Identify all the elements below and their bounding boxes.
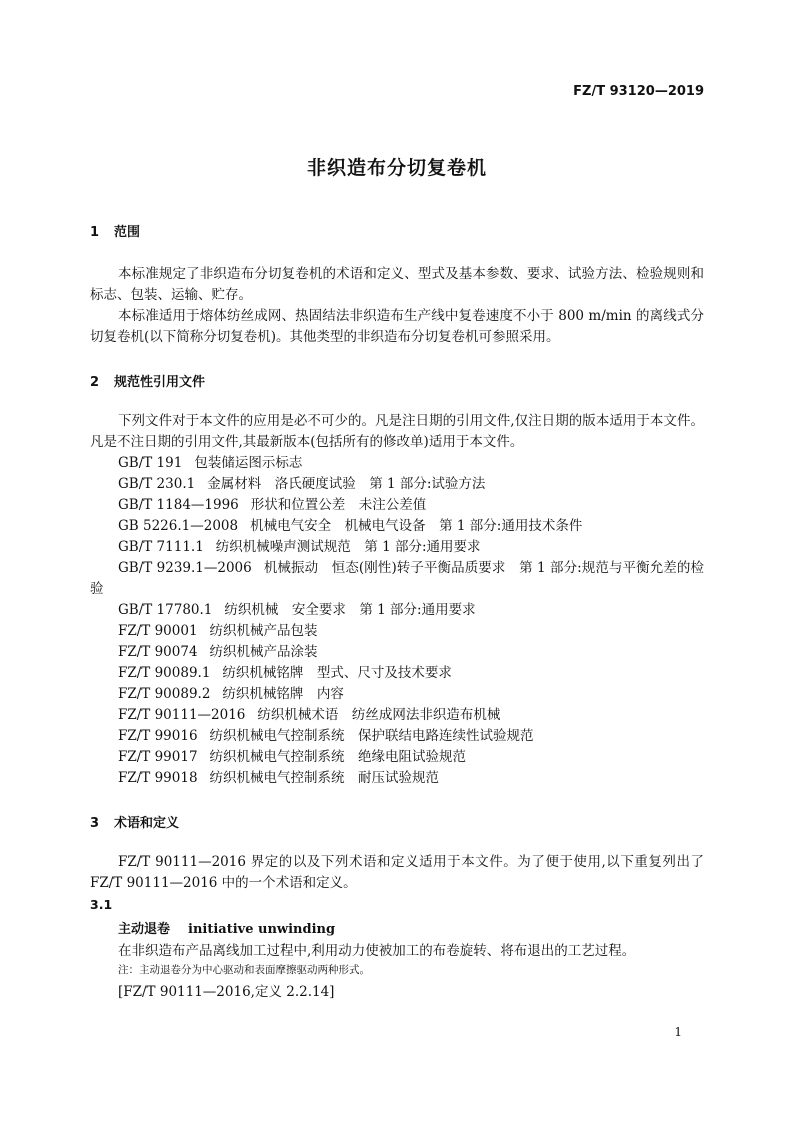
reference-item [118, 705, 500, 726]
reference-title: 纺织机械 安全要求 第 1 部分:通用要求 [224, 602, 476, 618]
reference-title: 纺织机械电气控制系统 绝缘电阻试验规范 [209, 749, 467, 765]
reference-item [118, 537, 481, 558]
term-note: 注：主动退卷分为中心驱动和表面摩擦驱动两种形式。 [118, 964, 370, 976]
reference-item [118, 768, 439, 789]
reference-code: FZ/T 99016 [118, 728, 198, 744]
section-title: 术语和定义 [114, 816, 180, 831]
reference-item [118, 663, 452, 684]
section-3-heading [90, 812, 179, 831]
reference-code: FZ/T 90089.2 [118, 686, 211, 702]
reference-item [118, 684, 344, 705]
reference-title: 纺织机械铭牌 型式、尺寸及技术要求 [222, 665, 452, 681]
reference-title: 形状和位置公差 未注公差值 [250, 497, 427, 513]
section-2-heading [90, 371, 205, 390]
page-number: 1 [674, 1025, 682, 1039]
terms-intro: FZ/T 90111—2016 界定的以及下列术语和定义适用于本文件。为了便于使用,以下重复列出了FZ/T 90111—2016 中的一个术语和定义。 [90, 854, 704, 891]
section-title: 范围 [114, 225, 141, 240]
reference-title: 纺织机械电气控制系统 保护联结电路连续性试验规范 [209, 728, 534, 744]
section-number: 2 [90, 375, 100, 390]
reference-item [118, 453, 302, 474]
reference-item [90, 558, 704, 600]
reference-title: 纺织机械电气控制系统 耐压试验规范 [209, 770, 440, 786]
section-title: 规范性引用文件 [114, 375, 206, 390]
reference-item [118, 621, 318, 642]
term-source: [FZ/T 90111—2016,定义 2.2.14] [118, 984, 335, 1000]
reference-title: 机械电气安全 机械电气设备 第 1 部分:通用技术条件 [250, 518, 583, 534]
reference-code: FZ/T 90111—2016 [118, 707, 246, 723]
reference-title: 纺织机械产品包装 [209, 623, 318, 639]
reference-code: FZ/T 90001 [118, 623, 198, 639]
reference-title: 纺织机械术语 纺丝成网法非织造布机械 [257, 707, 501, 723]
reference-title: 纺织机械产品涂装 [209, 644, 318, 660]
term-english: initiative unwinding [188, 922, 336, 937]
reference-code: FZ/T 99018 [118, 770, 198, 786]
reference-code: FZ/T 90074 [118, 644, 198, 660]
section-number: 1 [90, 225, 100, 240]
reference-title: 机械振动 恒态(刚性)转子平衡品质要求 第 1 部分:规范与平衡允差的检验 [90, 560, 704, 597]
reference-item [118, 516, 582, 537]
term-chinese: 主动退卷 [118, 922, 171, 937]
reference-code: GB/T 1184—1996 [118, 497, 239, 513]
reference-code: FZ/T 99017 [118, 749, 198, 765]
reference-title: 金属材料 洛氏硬度试验 第 1 部分:试验方法 [207, 476, 486, 492]
reference-item [118, 747, 466, 768]
reference-item [118, 726, 534, 747]
reference-code: GB/T 9239.1—2006 [118, 560, 252, 576]
section-1-heading [90, 221, 140, 240]
reference-code: GB/T 191 [118, 455, 183, 471]
reference-title: 纺织机械铭牌 内容 [222, 686, 344, 702]
scope-paragraph-2: 本标准适用于熔体纺丝成网、热固结法非织造布生产线中复卷速度不小于 800 m/min 的离线式分切复卷机(以下简称分切复卷机)。其他类型的非织造布分切复卷机可参照采用。 [90, 308, 704, 345]
reference-code: GB 5226.1—2008 [118, 518, 239, 534]
reference-item [118, 474, 485, 495]
reference-title: 纺织机械噪声测试规范 第 1 部分:通用要求 [215, 539, 481, 555]
reference-code: GB/T 7111.1 [118, 539, 204, 555]
reference-item [118, 600, 476, 621]
reference-title: 包装储运图示标志 [194, 455, 303, 471]
document-title: 非织造布分切复卷机 [306, 157, 487, 179]
reference-code: FZ/T 90089.1 [118, 665, 211, 681]
clause-number: 3.1 [90, 897, 113, 912]
reference-item [118, 642, 318, 663]
reference-code: GB/T 17780.1 [118, 602, 213, 618]
term-definition: 在非织造布产品离线加工过程中,利用动力使被加工的布卷旋转、将布退出的工艺过程。 [118, 943, 636, 959]
section-number: 3 [90, 816, 100, 831]
reference-code: GB/T 230.1 [118, 476, 196, 492]
references-intro: 下列文件对于本文件的应用是必不可少的。凡是注日期的引用文件,仅注日期的版本适用于本文件。凡是不注日期的引用文件,其最新版本(包括所有的修改单)适用于本文件。 [90, 413, 704, 450]
standard-code: FZ/T 93120—2019 [573, 84, 704, 99]
reference-item [118, 495, 426, 516]
scope-paragraph-1: 本标准规定了非织造布分切复卷机的术语和定义、型式及基本参数、要求、试验方法、检验规则和标志、包装、运输、贮存。 [90, 266, 704, 303]
term-heading [118, 918, 335, 937]
